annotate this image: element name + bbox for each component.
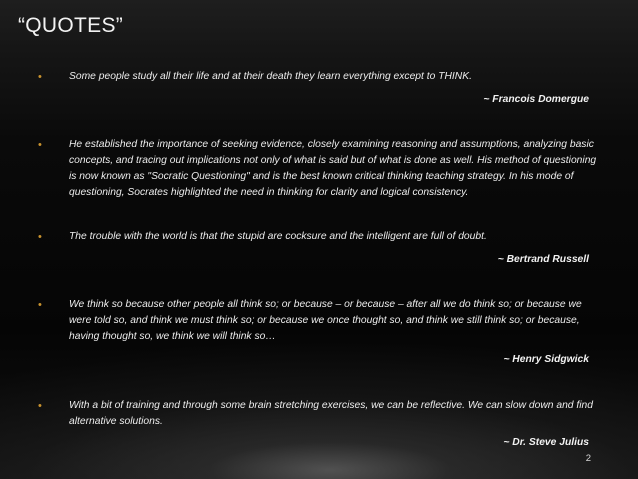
quote-author: ~ Bertrand Russell [497, 254, 589, 265]
quote-author: ~ Dr. Steve Julius [503, 437, 589, 448]
page-number: 2 [585, 453, 591, 464]
quote-author: ~ Francois Domergue [483, 94, 589, 105]
quote-author: ~ Henry Sidgwick [503, 354, 589, 365]
quote-text: Some people study all their life and at their death they learn everything except to THINK. [69, 71, 472, 82]
bullet-icon: • [38, 71, 42, 83]
bullet-icon: • [38, 139, 42, 151]
bullet-icon: • [38, 400, 42, 412]
slide-title: “QUOTES” [18, 14, 124, 37]
bullet-icon: • [38, 299, 42, 311]
bullet-icon: • [38, 231, 42, 243]
quote-text: He established the importance of seeking evidence, closely examining reasoning and assumptions, analyzing basic concepts, and tracing out implications not only of what is said but of what is done as well. His method of questioning is now known as "Socratic Questioning" and is the best known critical thinking teaching strategy. In his mode of questioning, Socrates highlighted the need in thinking for clarity and logical consistency. [69, 139, 597, 198]
quote-text: The trouble with the world is that the stupid are cocksure and the intelligent are full of doubt. [69, 231, 487, 242]
quote-text: With a bit of training and through some brain stretching exercises, we can be reflective. We can slow down and find alternative solutions. [69, 400, 593, 427]
quote-text: We think so because other people all think so; or because – or because – after all we do think so; or because we were told so, and think we must think so; or because we once thought so, and think we still think so; or because, having thought so, we think we will think so… [69, 299, 582, 342]
